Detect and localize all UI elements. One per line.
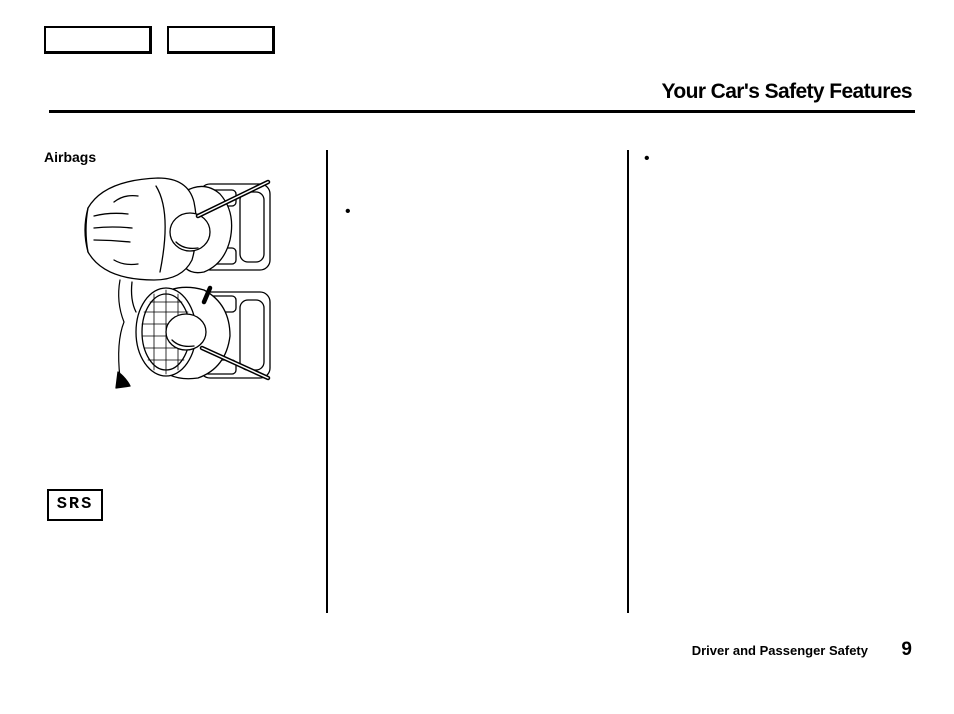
airbag-illustration [80, 172, 280, 392]
bullet-point: • [644, 150, 650, 167]
column-divider [627, 150, 629, 613]
srs-badge: SRS [47, 489, 103, 521]
next-page-button[interactable] [167, 26, 275, 54]
section-heading: Airbags [44, 149, 97, 165]
prev-page-button[interactable] [44, 26, 152, 54]
bullet-point: • [345, 203, 351, 220]
header-rule [49, 110, 915, 113]
column-divider [326, 150, 328, 613]
page-number: 9 [901, 639, 912, 660]
footer-section-name: Driver and Passenger Safety [691, 643, 868, 658]
page-title: Your Car's Safety Features [661, 80, 912, 103]
